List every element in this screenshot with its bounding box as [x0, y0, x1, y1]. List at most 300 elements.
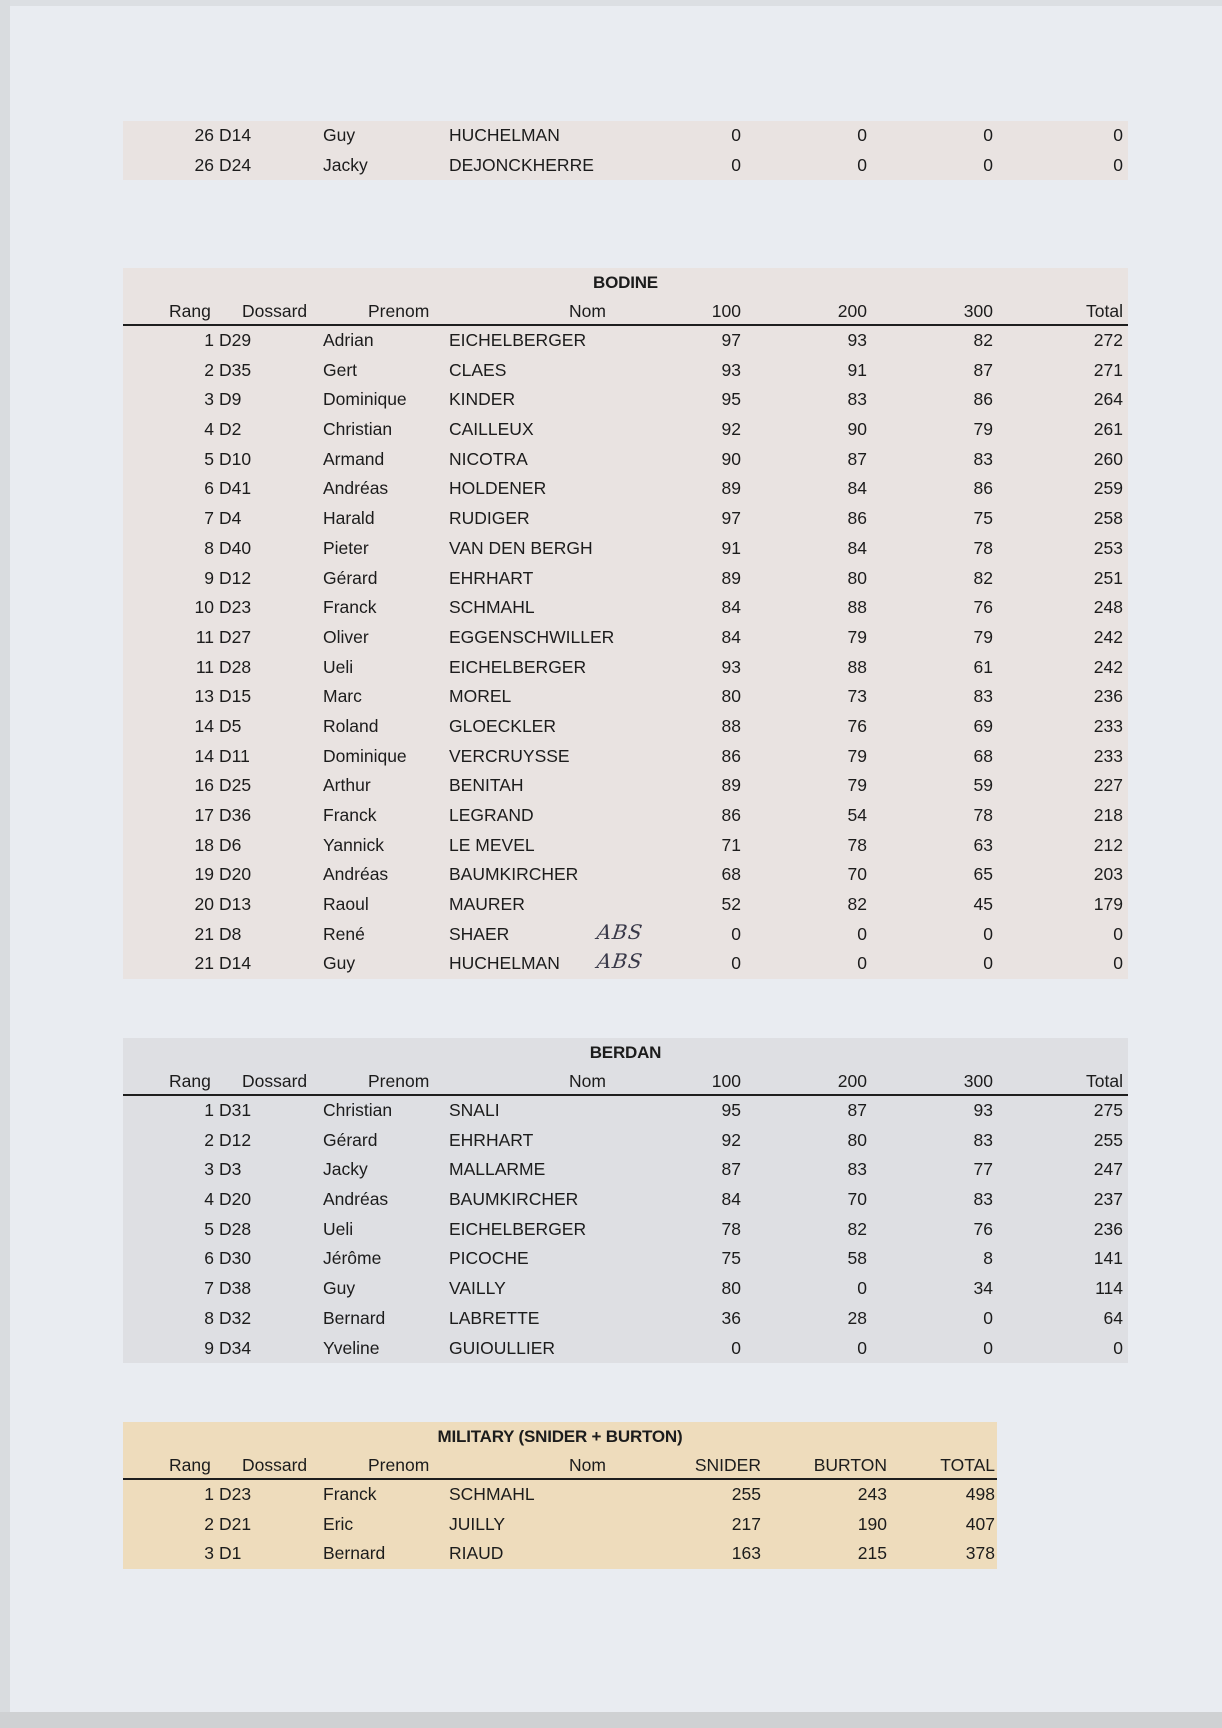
- military-table: [123, 1422, 997, 1569]
- total-cell: 259: [1093, 478, 1123, 499]
- table-row: [123, 1334, 1128, 1364]
- header-snider: SNIDER: [694, 1455, 761, 1475]
- rang-cell: 9: [204, 567, 214, 588]
- total-cell: 237: [1093, 1189, 1123, 1210]
- header-200: 200: [837, 1071, 867, 1091]
- nom-cell: SCHMAHL: [449, 1484, 535, 1504]
- rang-cell: 20: [194, 894, 214, 915]
- score-300-cell: 86: [973, 478, 993, 499]
- prenom-cell: Dominique: [323, 389, 407, 410]
- total-cell: 247: [1093, 1159, 1123, 1180]
- prenom-cell: Guy: [323, 125, 356, 145]
- table-row: [123, 593, 1128, 623]
- score-200-cell: 54: [847, 805, 867, 825]
- score-300-cell: 76: [973, 1218, 993, 1239]
- nom-cell: HUCHELMAN: [449, 125, 560, 145]
- table-row: [123, 356, 1128, 386]
- prenom-cell: Christian: [323, 1100, 393, 1120]
- nom-cell: DEJONCKHERRE: [449, 154, 594, 175]
- prenom-cell: Guy: [323, 953, 356, 974]
- table-row: [123, 860, 1128, 890]
- score-200-cell: 76: [847, 715, 867, 736]
- score-300-cell: 79: [973, 626, 993, 647]
- bodine-header: [123, 296, 1128, 326]
- score-100-cell: 89: [721, 478, 741, 499]
- rang-cell: 14: [194, 715, 214, 736]
- score-300-cell: 69: [973, 715, 993, 736]
- score-200-cell: 79: [847, 626, 867, 647]
- score-300-cell: 76: [973, 597, 993, 618]
- score-200-cell: 28: [847, 1307, 867, 1328]
- rang-cell: 3: [204, 1159, 214, 1180]
- rang-cell: 11: [195, 626, 214, 647]
- prenom-cell: Armand: [323, 448, 385, 469]
- dossard-cell: D9: [219, 389, 242, 410]
- dossard-cell: D12: [219, 1129, 252, 1150]
- rang-cell: 3: [204, 1543, 214, 1564]
- score-100-cell: 84: [721, 597, 741, 618]
- score-100-cell: 71: [721, 834, 741, 855]
- score-200-cell: 80: [847, 1129, 867, 1150]
- prenom-cell: Harald: [323, 508, 375, 529]
- score-300-cell: 83: [973, 1129, 993, 1150]
- dossard-cell: D1: [219, 1543, 242, 1564]
- table-row: [123, 564, 1128, 594]
- total-cell: 227: [1093, 775, 1123, 796]
- rang-cell: 9: [204, 1337, 214, 1358]
- score-200-cell: 78: [847, 834, 867, 855]
- dossard-cell: D8: [219, 923, 242, 944]
- nom-cell: HOLDENER: [449, 478, 547, 499]
- dossard-cell: D12: [219, 567, 252, 588]
- nom-cell: BAUMKIRCHER: [449, 864, 579, 885]
- dossard-cell: D4: [219, 508, 242, 529]
- score-200-cell: 73: [847, 686, 867, 707]
- prenom-cell: Gérard: [323, 567, 378, 588]
- total-cell: 255: [1093, 1129, 1123, 1150]
- prenom-cell: Adrian: [323, 330, 374, 350]
- score-100-cell: 84: [721, 1189, 741, 1210]
- total-cell: 0: [1113, 923, 1123, 944]
- score-300-cell: 82: [973, 330, 993, 350]
- score-100-cell: 0: [731, 953, 741, 974]
- score-300-cell: 8: [983, 1248, 993, 1269]
- prenom-cell: Roland: [323, 715, 379, 736]
- bodine-rows: [123, 326, 1128, 979]
- header-rang: Rang: [169, 1455, 211, 1475]
- dossard-cell: D20: [219, 864, 252, 885]
- dossard-cell: D14: [219, 125, 252, 145]
- table-row: [123, 1539, 997, 1569]
- dossard-cell: D30: [219, 1248, 252, 1269]
- nom-cell: EICHELBERGER: [449, 330, 587, 350]
- score-300-cell: 45: [973, 894, 993, 915]
- score-200-cell: 0: [857, 1337, 867, 1358]
- score-300-cell: 78: [973, 805, 993, 825]
- total-cell: 275: [1093, 1100, 1123, 1120]
- table-row: [123, 1155, 1128, 1185]
- score-300-cell: 61: [973, 656, 993, 677]
- prenom-cell: Guy: [323, 1278, 356, 1299]
- header-burton: BURTON: [813, 1455, 887, 1475]
- score-300-cell: 79: [973, 419, 993, 440]
- score-300-cell: 87: [973, 359, 993, 380]
- nom-cell: LE MEVEL: [449, 834, 535, 855]
- score-100-cell: 78: [721, 1218, 741, 1239]
- total-cell: 236: [1093, 686, 1123, 707]
- header-prenom: Prenom: [368, 1071, 430, 1091]
- score-300-cell: 0: [983, 923, 993, 944]
- total-cell: 0: [1113, 1337, 1123, 1358]
- score-100-cell: 88: [721, 715, 741, 736]
- prenom-cell: Gert: [323, 359, 358, 380]
- dossard-cell: D14: [219, 953, 252, 974]
- rang-cell: 2: [204, 1513, 214, 1534]
- score-200-cell: 82: [847, 894, 867, 915]
- score-100-cell: 91: [721, 537, 741, 558]
- table-row: [123, 771, 1128, 801]
- nom-cell: VAILLY: [449, 1278, 506, 1299]
- score-300-cell: 68: [973, 745, 993, 766]
- score-100-cell: 0: [731, 923, 741, 944]
- dossard-cell: D40: [219, 537, 252, 558]
- score-200-cell: 0: [857, 154, 867, 175]
- continuation-table: [123, 121, 1128, 180]
- header-nom: Nom: [569, 1071, 606, 1091]
- total-cell: 203: [1093, 864, 1123, 885]
- nom-cell: BENITAH: [449, 775, 524, 796]
- score-100-cell: 87: [721, 1159, 741, 1180]
- score-100-cell: 95: [721, 389, 741, 410]
- header-100: 100: [711, 1071, 741, 1091]
- score-200-cell: 0: [857, 953, 867, 974]
- nom-cell: CAILLEUX: [449, 419, 534, 440]
- rang-cell: 2: [204, 359, 214, 380]
- nom-cell: VAN DEN BERGH: [449, 537, 593, 558]
- total-cell: 242: [1093, 656, 1123, 677]
- score-300-cell: 78: [973, 537, 993, 558]
- table-row: [123, 890, 1128, 920]
- table-row: [123, 445, 1128, 475]
- military-header: [123, 1450, 997, 1480]
- score-100-cell: 75: [721, 1248, 741, 1269]
- prenom-cell: Eric: [323, 1513, 354, 1534]
- dossard-cell: D28: [219, 1218, 252, 1239]
- total-cell: 114: [1095, 1278, 1123, 1299]
- score-100-cell: 36: [721, 1307, 741, 1328]
- nom-cell: HUCHELMAN: [449, 953, 560, 974]
- bodine-table: [123, 268, 1128, 979]
- total-cell: 261: [1093, 419, 1123, 440]
- table-row: [123, 831, 1128, 861]
- score-300-cell: 83: [973, 1189, 993, 1210]
- handwritten-abs-note: ABS: [595, 949, 645, 974]
- table-row: [123, 415, 1128, 445]
- total-cell: 0: [1113, 154, 1123, 175]
- score-100-cell: 68: [721, 864, 741, 885]
- score-100-cell: 86: [721, 805, 741, 825]
- score-100-cell: 97: [721, 508, 741, 529]
- dossard-cell: D31: [219, 1100, 252, 1120]
- dossard-cell: D34: [219, 1337, 252, 1358]
- nom-cell: BAUMKIRCHER: [449, 1189, 579, 1210]
- prenom-cell: Marc: [323, 686, 362, 707]
- rang-cell: 5: [204, 1218, 214, 1239]
- paper-edge-top: [0, 0, 1222, 6]
- rang-cell: 1: [204, 1100, 214, 1120]
- score-200-cell: 87: [847, 1100, 867, 1120]
- total-cell: 498: [965, 1484, 995, 1504]
- snider-cell: 255: [731, 1484, 761, 1504]
- score-200-cell: 90: [847, 419, 867, 440]
- total-cell: 253: [1093, 537, 1123, 558]
- paper-edge-left: [0, 0, 10, 1728]
- prenom-cell: Andréas: [323, 478, 389, 499]
- header-300: 300: [963, 301, 993, 321]
- table-row: [123, 534, 1128, 564]
- prenom-cell: Pieter: [323, 537, 369, 558]
- burton-cell: 243: [857, 1484, 887, 1504]
- header-dossard: Dossard: [242, 1071, 308, 1091]
- score-200-cell: 83: [847, 389, 867, 410]
- nom-cell: PICOCHE: [449, 1248, 529, 1269]
- score-200-cell: 80: [847, 567, 867, 588]
- prenom-cell: Bernard: [323, 1543, 386, 1564]
- score-200-cell: 88: [847, 656, 867, 677]
- total-cell: 141: [1093, 1248, 1123, 1269]
- table-row: [123, 504, 1128, 534]
- score-200-cell: 0: [857, 923, 867, 944]
- total-cell: 260: [1093, 448, 1123, 469]
- prenom-cell: Oliver: [323, 626, 369, 647]
- table-row: [123, 1480, 997, 1510]
- prenom-cell: Christian: [323, 419, 393, 440]
- prenom-cell: Yveline: [323, 1337, 380, 1358]
- dossard-cell: D5: [219, 715, 242, 736]
- total-cell: 271: [1093, 359, 1123, 380]
- bodine-title: BODINE: [593, 273, 658, 292]
- nom-cell: VERCRUYSSE: [449, 745, 570, 766]
- rang-cell: 8: [204, 537, 214, 558]
- rang-cell: 5: [204, 448, 214, 469]
- dossard-cell: D25: [219, 775, 252, 796]
- dossard-cell: D35: [219, 359, 252, 380]
- dossard-cell: D32: [219, 1307, 252, 1328]
- rang-cell: 21: [194, 953, 214, 974]
- table-row: [123, 474, 1128, 504]
- total-cell: 251: [1093, 567, 1123, 588]
- dossard-cell: D36: [219, 805, 252, 825]
- score-200-cell: 0: [857, 1278, 867, 1299]
- berdan-title: BERDAN: [589, 1043, 662, 1062]
- score-100-cell: 52: [721, 894, 741, 915]
- total-cell: 258: [1093, 508, 1123, 529]
- rang-cell: 16: [194, 775, 214, 796]
- score-300-cell: 0: [983, 154, 993, 175]
- header-total: Total: [1086, 301, 1123, 321]
- total-cell: 64: [1103, 1307, 1123, 1328]
- score-100-cell: 0: [731, 154, 741, 175]
- table-row: [123, 801, 1128, 831]
- dossard-cell: D41: [219, 478, 252, 499]
- prenom-cell: Franck: [323, 805, 377, 825]
- dossard-cell: D20: [219, 1189, 252, 1210]
- nom-cell: RUDIGER: [449, 508, 530, 529]
- score-300-cell: 93: [973, 1100, 993, 1120]
- nom-cell: MALLARME: [449, 1159, 546, 1180]
- score-300-cell: 65: [973, 864, 993, 885]
- nom-cell: CLAES: [449, 359, 507, 380]
- table-row: [123, 121, 1128, 151]
- header-prenom: Prenom: [368, 301, 430, 321]
- rang-cell: 14: [194, 745, 214, 766]
- table-row: [123, 1304, 1128, 1334]
- header-300: 300: [963, 1071, 993, 1091]
- score-100-cell: 80: [721, 686, 741, 707]
- total-cell: 212: [1093, 834, 1123, 855]
- nom-cell: EHRHART: [449, 567, 534, 588]
- score-200-cell: 91: [847, 359, 867, 380]
- header-dossard: Dossard: [242, 1455, 308, 1475]
- table-row: [123, 623, 1128, 653]
- score-200-cell: 84: [847, 537, 867, 558]
- military-rows: [123, 1480, 997, 1569]
- rang-cell: 13: [194, 686, 214, 707]
- rang-cell: 10: [194, 597, 214, 618]
- score-100-cell: 93: [721, 656, 741, 677]
- table-row: [123, 712, 1128, 742]
- dossard-cell: D29: [219, 330, 252, 350]
- nom-cell: LEGRAND: [449, 805, 534, 825]
- total-cell: 264: [1093, 389, 1123, 410]
- score-100-cell: 95: [721, 1100, 741, 1120]
- rang-cell: 18: [194, 834, 214, 855]
- score-300-cell: 0: [983, 953, 993, 974]
- table-row: [123, 1185, 1128, 1215]
- table-row: [123, 682, 1128, 712]
- score-200-cell: 83: [847, 1159, 867, 1180]
- score-300-cell: 59: [973, 775, 993, 796]
- nom-cell: GUIOULLIER: [449, 1337, 555, 1358]
- nom-cell: NICOTRA: [449, 448, 528, 469]
- dossard-cell: D11: [219, 745, 250, 766]
- rang-cell: 26: [194, 125, 214, 145]
- total-cell: 248: [1093, 597, 1123, 618]
- total-cell: 218: [1093, 805, 1123, 825]
- header-nom: Nom: [569, 301, 606, 321]
- prenom-cell: René: [323, 923, 365, 944]
- total-cell: 236: [1093, 1218, 1123, 1239]
- table-row: [123, 1274, 1128, 1304]
- dossard-cell: D38: [219, 1278, 252, 1299]
- prenom-cell: Ueli: [323, 656, 354, 677]
- score-300-cell: 82: [973, 567, 993, 588]
- total-cell: 233: [1093, 715, 1123, 736]
- nom-cell: JUILLY: [449, 1513, 506, 1534]
- score-100-cell: 89: [721, 775, 741, 796]
- rang-cell: 7: [204, 1278, 214, 1299]
- rang-cell: 8: [204, 1307, 214, 1328]
- score-200-cell: 79: [847, 745, 867, 766]
- score-200-cell: 58: [847, 1248, 867, 1269]
- snider-cell: 217: [731, 1513, 761, 1534]
- total-cell: 0: [1113, 953, 1123, 974]
- total-cell: 233: [1093, 745, 1123, 766]
- score-300-cell: 83: [973, 686, 993, 707]
- table-row: [123, 326, 1128, 356]
- table-row: [123, 1510, 997, 1540]
- table-row: [123, 1244, 1128, 1274]
- nom-cell: EHRHART: [449, 1129, 534, 1150]
- total-cell: 407: [965, 1513, 995, 1534]
- burton-cell: 215: [857, 1543, 887, 1564]
- score-300-cell: 63: [973, 834, 993, 855]
- nom-cell: GLOECKLER: [449, 715, 556, 736]
- dossard-cell: D3: [219, 1159, 242, 1180]
- rang-cell: 17: [194, 805, 214, 825]
- score-200-cell: 82: [847, 1218, 867, 1239]
- prenom-cell: Andréas: [323, 1189, 389, 1210]
- rang-cell: 2: [204, 1129, 214, 1150]
- table-row: [123, 385, 1128, 415]
- header-total: Total: [1086, 1071, 1123, 1091]
- prenom-cell: Jérôme: [323, 1248, 382, 1269]
- nom-cell: RIAUD: [449, 1543, 504, 1564]
- score-100-cell: 0: [731, 1337, 741, 1358]
- score-100-cell: 92: [721, 1129, 741, 1150]
- military-title: MILITARY (SNIDER + BURTON): [437, 1427, 683, 1446]
- score-300-cell: 83: [973, 448, 993, 469]
- score-200-cell: 70: [847, 1189, 867, 1210]
- table-row: [123, 920, 1128, 950]
- nom-cell: EICHELBERGER: [449, 656, 587, 677]
- score-100-cell: 0: [731, 125, 741, 145]
- nom-cell: LABRETTE: [449, 1307, 540, 1328]
- berdan-table: [123, 1038, 1128, 1363]
- prenom-cell: Andréas: [323, 864, 389, 885]
- dossard-cell: D24: [219, 154, 252, 175]
- score-300-cell: 34: [973, 1278, 993, 1299]
- prenom-cell: Dominique: [323, 745, 407, 766]
- rang-cell: 7: [204, 508, 214, 529]
- score-100-cell: 92: [721, 419, 741, 440]
- table-row: [123, 1215, 1128, 1245]
- burton-cell: 190: [857, 1513, 887, 1534]
- header-rang: Rang: [169, 1071, 211, 1091]
- prenom-cell: Jacky: [323, 1159, 368, 1180]
- rang-cell: 19: [194, 864, 214, 885]
- score-100-cell: 86: [721, 745, 741, 766]
- snider-cell: 163: [731, 1543, 761, 1564]
- dossard-cell: D21: [219, 1513, 252, 1534]
- total-cell: 378: [965, 1543, 995, 1564]
- nom-cell: KINDER: [449, 389, 516, 410]
- prenom-cell: Raoul: [323, 894, 369, 915]
- prenom-cell: Ueli: [323, 1218, 354, 1239]
- header-total: TOTAL: [940, 1455, 995, 1475]
- score-300-cell: 77: [973, 1159, 993, 1180]
- score-300-cell: 0: [983, 1337, 993, 1358]
- prenom-cell: Jacky: [323, 154, 368, 175]
- dossard-cell: D10: [219, 448, 252, 469]
- score-300-cell: 0: [983, 1307, 993, 1328]
- dossard-cell: D2: [219, 419, 242, 440]
- total-cell: 272: [1093, 330, 1123, 350]
- nom-cell: SHAER: [449, 923, 510, 944]
- dossard-cell: D27: [219, 626, 252, 647]
- rang-cell: 1: [204, 330, 214, 350]
- score-100-cell: 90: [721, 448, 741, 469]
